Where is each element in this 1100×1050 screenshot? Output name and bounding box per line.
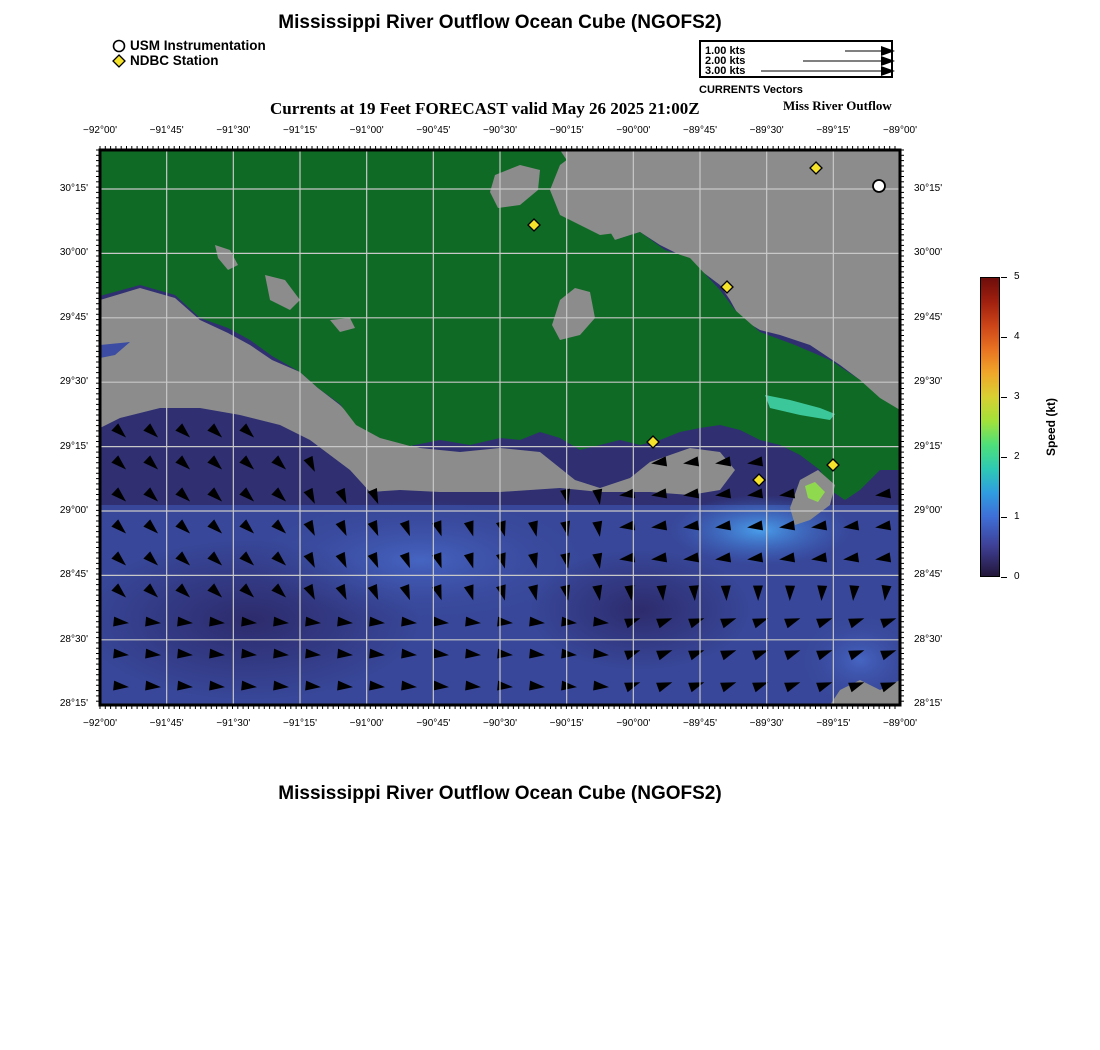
latitude-label: 29°15': [59, 440, 88, 452]
longitude-label: −89°00': [883, 718, 917, 729]
vector-scale-row-3: 3.00 kts: [705, 65, 746, 77]
vector-scale-row-2: 2.00 kts: [705, 55, 746, 67]
map-title: Mississippi River Outflow Ocean Cube (NGOFS2): [278, 12, 722, 33]
longitude-label: −89°30': [749, 125, 784, 136]
longitude-label: −90°45': [416, 125, 451, 136]
longitude-label: −92°00': [83, 718, 117, 729]
latitude-label: 29°00': [914, 505, 943, 516]
longitude-label: −91°00': [349, 125, 384, 136]
latitude-label: 28°30': [59, 633, 88, 645]
longitude-label: −91°15': [283, 718, 317, 729]
map-title-repeat: Mississippi River Outflow Ocean Cube (NGOFS2): [278, 783, 722, 804]
longitude-label: −90°30': [483, 718, 517, 729]
colorbar-tick-label: 5: [1014, 271, 1020, 282]
vector-scale-caption: CURRENTS Vectors: [699, 84, 803, 96]
colorbar-tick-mark: [1001, 577, 1007, 578]
latitude-label: 28°45': [914, 569, 943, 581]
longitude-label: −89°30': [749, 718, 784, 729]
colorbar-tick-label: 1: [1014, 511, 1020, 522]
latitude-label: 30°00': [59, 247, 88, 259]
longitude-label: −91°45': [149, 718, 184, 729]
map-subtitle: Currents at 19 Feet FORECAST valid May 26 2025 21:00Z: [270, 99, 700, 118]
longitude-label: −91°00': [349, 718, 384, 729]
speed-colorbar: [980, 277, 1000, 577]
longitude-label: −91°30': [216, 718, 251, 729]
latitude-label: 28°30': [914, 633, 943, 645]
longitude-label: −90°15': [549, 718, 584, 729]
usm-instrumentation-marker[interactable]: [873, 180, 885, 192]
legend-usm-label: USM Instrumentation: [130, 38, 266, 53]
longitude-label: −91°45': [149, 125, 184, 136]
latitude-label: 29°15': [914, 440, 943, 452]
longitude-label: −90°00': [616, 718, 651, 729]
longitude-label: −90°15': [549, 125, 584, 136]
colorbar-tick-label: 4: [1014, 331, 1020, 342]
colorbar-tick-label: 0: [1014, 571, 1020, 582]
colorbar-tick-mark: [1001, 337, 1007, 338]
colorbar-tick-mark: [1001, 457, 1007, 458]
colorbar-tick-mark: [1001, 277, 1007, 278]
longitude-label: −91°30': [216, 125, 251, 136]
longitude-label: −89°45': [683, 125, 717, 136]
longitude-label: −92°00': [83, 125, 117, 136]
latitude-label: 28°15': [914, 698, 943, 710]
longitude-label: −89°45': [683, 718, 717, 729]
latitude-label: 29°30': [914, 376, 943, 388]
longitude-label: −91°15': [283, 125, 317, 136]
outflow-label: Miss River Outflow: [783, 98, 892, 113]
latitude-label: 30°15': [914, 183, 943, 194]
longitude-label: −90°00': [616, 125, 651, 136]
latitude-label: 30°00': [914, 247, 943, 259]
latitude-label: 30°15': [59, 183, 88, 194]
latitude-label: 28°15': [59, 698, 88, 710]
latitude-label: 29°30': [59, 376, 88, 388]
longitude-label: −89°15': [816, 125, 851, 136]
longitude-label: −89°00': [883, 125, 917, 136]
colorbar-tick-label: 2: [1014, 451, 1020, 462]
longitude-label: −89°15': [816, 718, 851, 729]
latitude-label: 29°00': [59, 505, 88, 516]
ocean-current-band: [250, 500, 590, 620]
colorbar-tick-mark: [1001, 517, 1007, 518]
longitude-label: −90°45': [416, 718, 451, 729]
longitude-label: −90°30': [483, 125, 517, 136]
latitude-label: 28°45': [59, 569, 88, 581]
latitude-label: 29°45': [914, 311, 943, 323]
vector-scale-row-1: 1.00 kts: [705, 45, 746, 57]
colorbar-tick-label: 3: [1014, 391, 1020, 402]
latitude-label: 29°45': [59, 311, 88, 323]
colorbar-title: Speed (kt): [1044, 397, 1058, 457]
legend-ndbc-label: NDBC Station: [130, 53, 219, 68]
colorbar-tick-mark: [1001, 397, 1007, 398]
map-frame-content: [80, 150, 920, 705]
